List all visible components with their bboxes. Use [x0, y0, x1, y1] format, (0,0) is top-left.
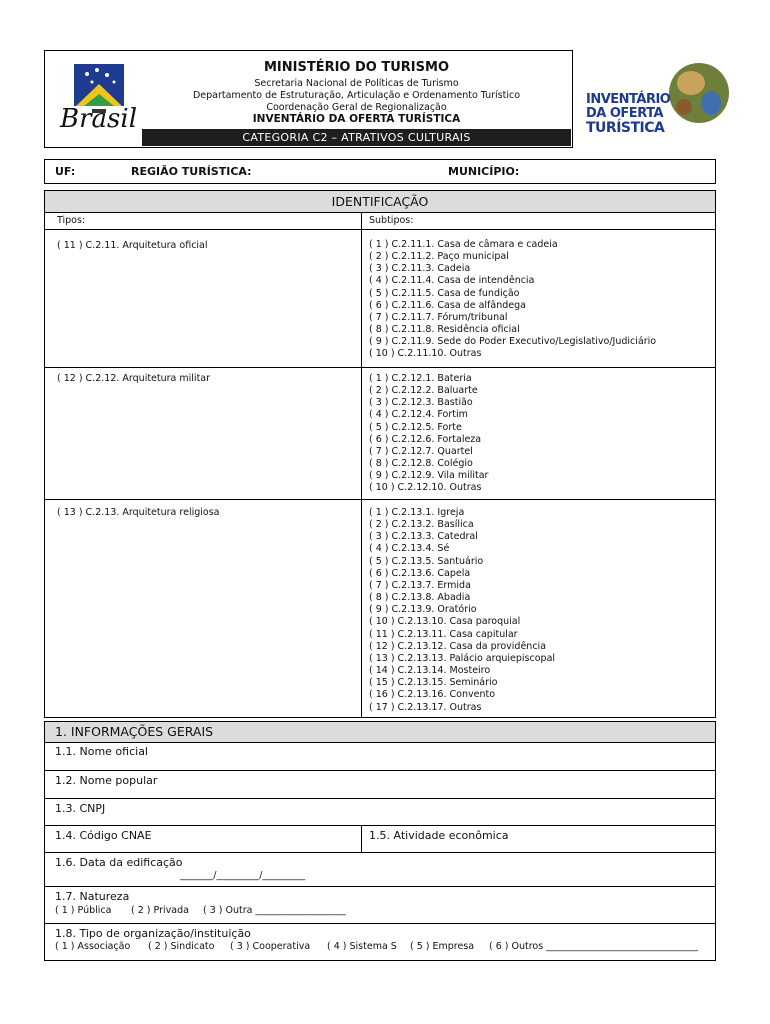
location-bar	[44, 159, 716, 184]
subtipo-item[interactable]: ( 8 ) C.2.11.8. Residência oficial	[369, 324, 520, 336]
subtipo-item[interactable]: ( 4 ) C.2.11.4. Casa de intendência	[369, 275, 535, 287]
subtipo-item[interactable]: ( 4 ) C.2.12.4. Fortim	[369, 409, 468, 421]
natureza-option-publica[interactable]: ( 1 ) Pública	[55, 905, 112, 916]
subtipo-item[interactable]: ( 10 ) C.2.13.10. Casa paroquial	[369, 616, 521, 628]
natureza-option-privada[interactable]: ( 2 ) Privada	[131, 905, 189, 916]
nome-oficial-field[interactable]	[44, 742, 716, 771]
subtipos-label: Subtipos:	[369, 215, 414, 226]
subtipos-religiosa	[369, 507, 555, 714]
row-divider	[45, 499, 715, 500]
data-edificacao-field[interactable]	[44, 853, 716, 887]
column-divider	[361, 213, 362, 717]
departamento-line: Departamento de Estruturação, Articulação e Ordenamento Turístico	[192, 90, 521, 101]
subtipo-item[interactable]: ( 11 ) C.2.13.11. Casa capitular	[369, 628, 518, 640]
subtipos-militar	[369, 373, 488, 495]
subtipo-item[interactable]: ( 1 ) C.2.11.1. Casa de câmara e cadeia	[369, 239, 558, 250]
nome-popular-label: 1.2. Nome popular	[55, 774, 158, 787]
subtipo-item[interactable]: ( 7 ) C.2.13.7. Ermida	[369, 579, 471, 591]
informacoes-gerais-header	[44, 721, 716, 743]
tipos-label: Tipos:	[57, 215, 86, 226]
subtipo-item[interactable]: ( 3 ) C.2.13.3. Catedral	[369, 531, 478, 543]
subtipo-item[interactable]: ( 4 ) C.2.13.4. Sé	[369, 543, 450, 555]
subtipo-item[interactable]: ( 15 ) C.2.13.15. Seminário	[369, 677, 498, 689]
nome-oficial-label: 1.1. Nome oficial	[55, 745, 148, 758]
inventario-logo-line-3: TURÍSTICA	[586, 120, 665, 136]
subtipo-item[interactable]: ( 12 ) C.2.13.12. Casa da providência	[369, 640, 547, 652]
subtipo-item[interactable]: ( 16 ) C.2.13.16. Convento	[369, 689, 496, 701]
municipio-label: MUNICÍPIO:	[448, 165, 520, 178]
organizacao-label: 1.8. Tipo de organização/instituição	[55, 927, 251, 940]
data-edificacao-blank[interactable]: _______/_________/_________	[180, 870, 306, 881]
tipo-arquitetura-religiosa[interactable]: ( 13 ) C.2.13. Arquitetura religiosa	[57, 507, 220, 518]
uf-label: UF:	[55, 165, 76, 178]
secretaria-line: Secretaria Nacional de Políticas de Turismo	[254, 78, 459, 89]
org-option-sindicato[interactable]: ( 2 ) Sindicato	[148, 941, 215, 952]
subtipo-item[interactable]: ( 9 ) C.2.13.9. Oratório	[369, 604, 477, 616]
org-option-outros[interactable]: ( 6 ) Outros ________________________________	[489, 941, 699, 952]
subtipo-item[interactable]: ( 2 ) C.2.13.2. Basílica	[369, 519, 474, 531]
subtipo-item[interactable]: ( 2 ) C.2.11.2. Paço municipal	[369, 251, 509, 263]
tipo-arquitetura-oficial[interactable]: ( 11 ) C.2.11. Arquitetura oficial	[57, 240, 208, 251]
cnpj-label: 1.3. CNPJ	[55, 802, 106, 815]
informacoes-gerais-title: 1. INFORMAÇÕES GERAIS	[55, 724, 214, 739]
tipo-arquitetura-militar[interactable]: ( 12 ) C.2.12. Arquitetura militar	[57, 373, 211, 384]
subtipo-item[interactable]: ( 1 ) C.2.13.1. Igreja	[369, 507, 465, 518]
natureza-field	[44, 887, 716, 924]
cnae-divider	[361, 826, 362, 852]
subtipo-item[interactable]: ( 10 ) C.2.11.10. Outras	[369, 348, 482, 360]
subtipos-oficial	[369, 239, 656, 361]
identificacao-table	[44, 190, 716, 718]
subtipo-item[interactable]: ( 7 ) C.2.12.7. Quartel	[369, 445, 473, 457]
subtipo-item[interactable]: ( 6 ) C.2.13.6. Capela	[369, 567, 471, 579]
subtipo-item[interactable]: ( 9 ) C.2.12.9. Vila militar	[369, 470, 489, 482]
org-option-cooperativa[interactable]: ( 3 ) Cooperativa	[230, 941, 311, 952]
org-option-associacao[interactable]: ( 1 ) Associação	[55, 941, 131, 952]
subtipo-item[interactable]: ( 5 ) C.2.13.5. Santuário	[369, 555, 484, 567]
regiao-label: REGIÃO TURÍSTICA:	[131, 165, 252, 178]
coordenacao-line: Coordenação Geral de Regionalização	[266, 102, 447, 113]
inventario-logo-line-1: INVENTÁRIO	[586, 92, 671, 107]
subtipo-item[interactable]: ( 7 ) C.2.11.7. Fórum/tribunal	[369, 311, 508, 323]
identificacao-title: IDENTIFICAÇÃO	[45, 191, 715, 213]
nome-popular-field[interactable]	[44, 771, 716, 799]
subtipo-item[interactable]: ( 10 ) C.2.12.10. Outras	[369, 482, 482, 494]
subtipo-item[interactable]: ( 9 ) C.2.11.9. Sede do Poder Executivo/Legislativo/Judiciário	[369, 336, 657, 348]
subtipo-item[interactable]: ( 8 ) C.2.12.8. Colégio	[369, 458, 473, 470]
subtipo-item[interactable]: ( 17 ) C.2.13.17. Outras	[369, 701, 482, 713]
subtipo-item[interactable]: ( 5 ) C.2.11.5. Casa de fundição	[369, 287, 520, 299]
brasil-logo-text: Brasil	[60, 104, 138, 134]
org-option-empresa[interactable]: ( 5 ) Empresa	[410, 941, 475, 952]
subtipo-item[interactable]: ( 8 ) C.2.13.8. Abadia	[369, 592, 471, 604]
ministry-title: MINISTÉRIO DO TURISMO	[263, 60, 449, 75]
subtipo-item[interactable]: ( 1 ) C.2.12.1. Bateria	[369, 373, 472, 384]
row-divider	[45, 367, 715, 368]
org-option-sistema-s[interactable]: ( 4 ) Sistema S	[327, 941, 397, 952]
data-edificacao-label: 1.6. Data da edificação	[55, 856, 183, 869]
cnae-row	[44, 826, 716, 853]
subtipo-item[interactable]: ( 5 ) C.2.12.5. Forte	[369, 421, 462, 433]
subtipo-item[interactable]: ( 6 ) C.2.12.6. Fortaleza	[369, 433, 482, 445]
organizacao-field	[44, 924, 716, 961]
natureza-label: 1.7. Natureza	[55, 890, 130, 903]
inventario-logo-line-2: DA OFERTA	[586, 106, 664, 121]
subtipo-item[interactable]: ( 3 ) C.2.11.3. Cadeia	[369, 263, 471, 275]
subtipo-item[interactable]: ( 14 ) C.2.13.14. Mosteiro	[369, 665, 491, 677]
subtipo-item[interactable]: ( 2 ) C.2.12.2. Baluarte	[369, 385, 478, 397]
atividade-label[interactable]: 1.5. Atividade econômica	[369, 829, 509, 842]
identificacao-subheader	[45, 213, 715, 230]
subtipo-item[interactable]: ( 13 ) C.2.13.13. Palácio arquiepiscopal	[369, 652, 556, 664]
form-title: INVENTÁRIO DA OFERTA TURÍSTICA	[252, 113, 461, 125]
category-bar: CATEGORIA C2 – ATRATIVOS CULTURAIS	[142, 129, 571, 146]
subtipo-item[interactable]: ( 3 ) C.2.12.3. Bastião	[369, 397, 473, 409]
cnae-label[interactable]: 1.4. Código CNAE	[55, 829, 152, 842]
cnpj-field[interactable]	[44, 799, 716, 826]
natureza-option-outra[interactable]: ( 3 ) Outra ___________________	[203, 905, 346, 916]
subtipo-item[interactable]: ( 6 ) C.2.11.6. Casa de alfândega	[369, 299, 526, 311]
